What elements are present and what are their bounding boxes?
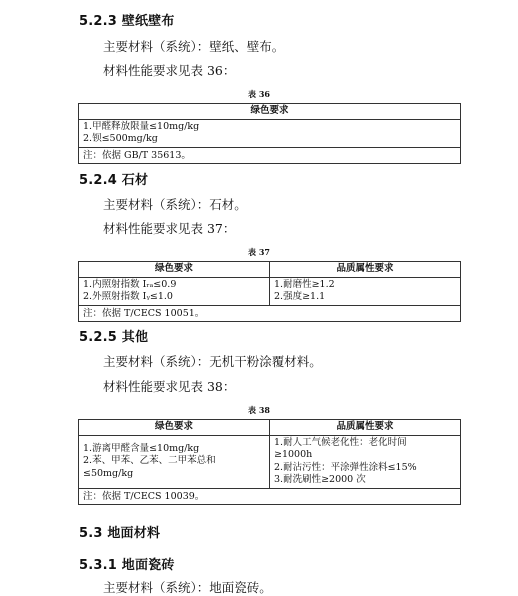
requirement-line: 2.苯、甲苯、乙苯、二甲苯总和 — [83, 455, 216, 467]
table-caption: 表 38 — [248, 405, 270, 415]
table-note: 注：依据 T/CECS 10039。 — [79, 488, 461, 504]
requirement-line: 1.耐磨性≥1.2 — [274, 278, 335, 290]
table-cell-green — [79, 119, 461, 147]
table-header-quality: 品质属性要求 — [270, 262, 461, 278]
performance-text: 材料性能要求见表 36： — [103, 63, 236, 78]
section-heading-5-2-4: 5.2.4 石材 — [79, 173, 149, 188]
table-note: 注：依据 T/CECS 10051。 — [79, 305, 461, 321]
table-cell-quality — [270, 435, 461, 488]
table-cell-quality — [270, 277, 461, 305]
requirement-line: 3.耐洗刷性≥2000 次 — [274, 474, 366, 485]
materials-text: 主要材料（系统）：石材。 — [103, 197, 247, 212]
materials-text: 主要材料（系统）：地面瓷砖。 — [103, 580, 272, 595]
table-header-green: 绿色要求 — [79, 262, 270, 278]
table-caption: 表 37 — [248, 247, 270, 257]
requirement-line: 1.耐人工气候老化性：老化时间 — [274, 436, 407, 448]
requirement-line: ≤50mg/kg — [83, 467, 134, 479]
requirement-line: 2.钡≤500mg/kg — [83, 133, 158, 144]
requirement-line: 1.甲醛释放限量≤10mg/kg — [83, 120, 200, 132]
requirement-line: 2.强度≥1.1 — [274, 291, 326, 302]
table-header-green: 绿色要求 — [79, 104, 461, 120]
performance-text: 材料性能要求见表 38： — [103, 379, 236, 394]
section-heading-5-3: 5.3 地面材料 — [79, 526, 161, 541]
section-heading-5-3-1: 5.3.1 地面瓷砖 — [79, 558, 175, 573]
materials-text: 主要材料（系统）：无机干粉涂覆材料。 — [103, 354, 322, 369]
section-heading-5-2-5: 5.2.5 其他 — [79, 330, 149, 345]
table-caption: 表 36 — [248, 89, 270, 99]
table-36 — [78, 103, 461, 164]
materials-text: 主要材料（系统）：壁纸、壁布。 — [103, 39, 285, 54]
requirement-line: 2.外照射指数 Iᵧ≤1.0 — [83, 291, 173, 302]
requirement-line: 1.内照射指数 Iᵣₐ≤0.9 — [83, 278, 177, 290]
table-cell-green — [79, 435, 270, 488]
performance-text: 材料性能要求见表 37： — [103, 221, 236, 236]
requirement-line: ≥1000h — [274, 449, 313, 460]
section-heading-5-2-3: 5.2.3 壁纸壁布 — [79, 14, 175, 29]
table-header-quality: 品质属性要求 — [270, 420, 461, 436]
requirement-line: 2.耐沾污性：平涂弹性涂料≤15% — [274, 461, 417, 473]
table-note: 注：依据 GB/T 35613。 — [79, 147, 461, 163]
table-38 — [78, 419, 461, 505]
table-37 — [78, 261, 461, 322]
requirement-line: 1.游离甲醛含量≤10mg/kg — [83, 442, 200, 454]
table-cell-green — [79, 277, 270, 305]
table-header-green: 绿色要求 — [79, 420, 270, 436]
